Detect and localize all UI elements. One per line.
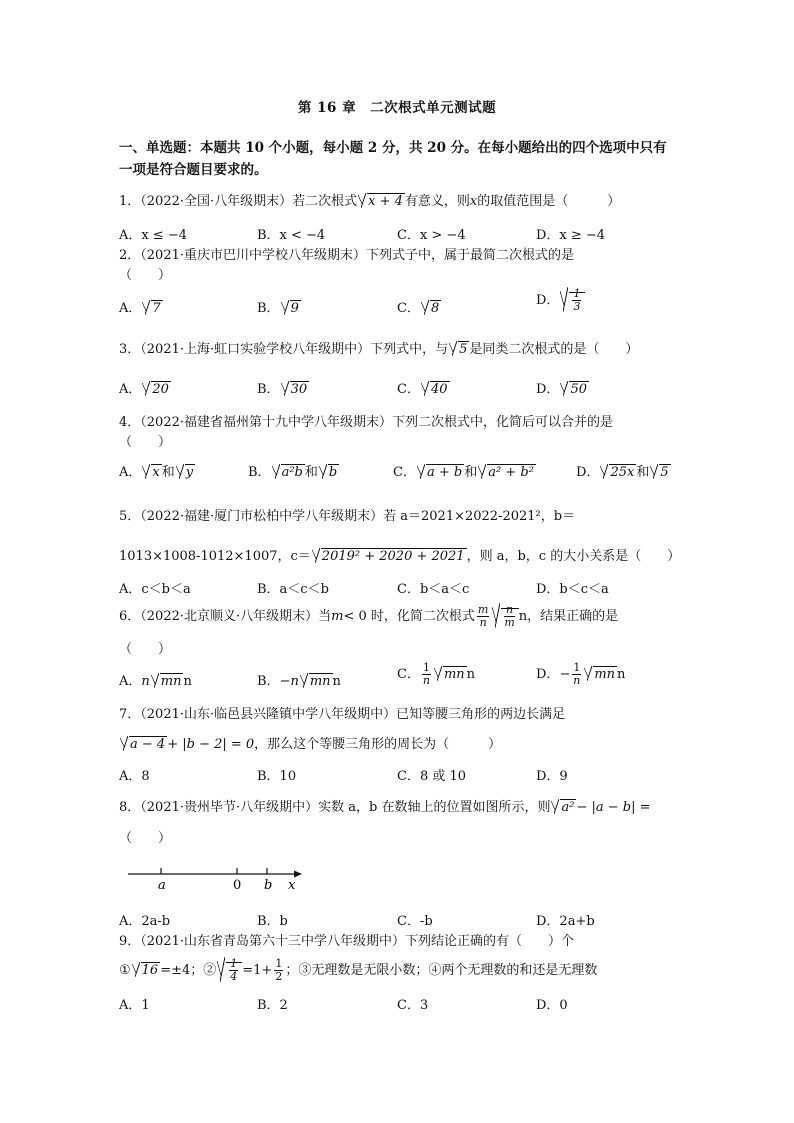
question-7-stem-2: a − 4 + |b − 2| = 0，那么这个等腰三角形的周长为（ ） (119, 733, 501, 752)
question-1-option-b[interactable]: B．x < −4 (257, 228, 326, 243)
question-2-option-b[interactable]: B． 9 (257, 301, 299, 316)
question-2-option-d[interactable]: D． $\frac{1}{3}$ (536, 288, 585, 313)
question-4-option-d[interactable]: D． 25x 和 5 (576, 465, 669, 480)
question-7-option-d[interactable]: D．9 (536, 769, 568, 784)
question-8-stem-bracket: （ ） (119, 831, 172, 846)
question-5-stem: 5．（2022·福建·厦门市松柏中学八年级期末）若 a＝2021×2022-2021²，b＝ (119, 509, 576, 524)
question-2-stem: 2．（2021·重庆市巴川中学校八年级期末）下列式子中，属于最简二次根式的是 (119, 248, 574, 263)
section-heading-line-2: 一项是符合题目要求的。 (119, 162, 268, 178)
section-heading (119, 137, 679, 181)
question-7-option-c[interactable]: C．8 或 10 (397, 769, 467, 784)
question-9-stem: 9．（2021·山东省青岛第六十三中学八年级期中）下列结论正确的有（ ）个 (119, 934, 574, 949)
question-5-option-a[interactable]: A．c＜b＜a (119, 582, 191, 597)
number-line-diagram (126, 862, 316, 896)
question-5-option-d[interactable]: D．b＜c＜a (536, 582, 609, 597)
question-6-option-a[interactable]: A．n mn n (119, 674, 192, 689)
question-3-option-a[interactable]: A． 20 (119, 382, 169, 397)
axis-label-x: x (288, 878, 296, 893)
question-6-stem-bracket: （ ） (119, 642, 172, 657)
question-6-option-d[interactable]: D．− $\frac{1}{n}$ mn n (536, 661, 626, 687)
axis-label-b: b (264, 878, 273, 893)
question-7-option-a[interactable]: A．8 (119, 769, 150, 784)
question-4-stem-bracket: （ ） (119, 435, 172, 450)
question-8-stem: 8．（2021·贵州毕节·八年级期中）实数 a，b 在数轴上的位置如图所示，则 a² − |a − b| = (119, 800, 651, 815)
question-3-option-b[interactable]: B． 30 (257, 382, 308, 397)
question-5-stem-2: 1013×1008-1012×1007，c＝ 2019² + 2020 + 2021 ，则 a，b，c 的大小关系是（ ） (119, 549, 681, 564)
question-6-option-b[interactable]: B．−n mn n (257, 674, 341, 689)
question-7-option-b[interactable]: B．10 (257, 769, 297, 784)
number-line-arrow (294, 871, 302, 878)
question-2-option-c[interactable]: C． 8 (397, 301, 440, 316)
question-3-option-d[interactable]: D． 50 (536, 382, 587, 397)
question-1-option-d[interactable]: D．x ≥ −4 (536, 228, 606, 243)
question-1-stem: 1．（2022·全国·八年级期末）若二次根式 x + 4 有意义，则x的取值范围是（ ） (119, 194, 621, 209)
question-9-option-d[interactable]: D．0 (536, 998, 568, 1013)
question-9-option-b[interactable]: B．2 (257, 998, 288, 1013)
page-title: 第 16 章 二次根式单元测试题 (297, 100, 497, 116)
question-9-statements: ① 16 =±4；② $\frac{1}{4}$ =1+ $\frac{1}{2}$ ；③无理数是无限小数；④两个无理数的和还是无理数 (119, 957, 598, 983)
question-4-option-a[interactable]: A． x 和 y (119, 465, 194, 480)
question-9-option-c[interactable]: C．3 (397, 998, 429, 1013)
question-4-option-c[interactable]: C． a + b 和 a² + b² (393, 465, 534, 480)
question-1-option-a[interactable]: A．x ≤ −4 (119, 228, 188, 243)
radical: x + 4 (358, 194, 405, 209)
question-1-option-c[interactable]: C．x > −4 (397, 228, 466, 243)
question-5-option-b[interactable]: B．a＜c＜b (257, 582, 329, 597)
question-5-option-c[interactable]: C．b＜a＜c (397, 582, 470, 597)
question-8-option-a[interactable]: A．2a-b (119, 914, 171, 929)
axis-label-zero: 0 (233, 878, 242, 893)
question-3-stem: 3．（2021·上海·虹口实验学校八年级期中）下列式中，与 5 是同类二次根式的是（ ） (119, 342, 639, 357)
question-6-stem: 6．（2022·北京顺义·八年级期末）当m< 0 时，化简二次根式 $\frac{m}{n}$ $\frac{n}{m}$ n，结果正确的是 (119, 603, 619, 629)
question-7-stem: 7．（2021·山东·临邑县兴隆镇中学八年级期中）已知等腰三角形的两边长满足 (119, 707, 566, 722)
question-8-option-d[interactable]: D．2a+b (536, 914, 595, 929)
question-8-option-c[interactable]: C．-b (397, 914, 433, 929)
question-2-option-a[interactable]: A． 7 (119, 301, 161, 316)
question-4-stem: 4．（2022·福建省福州第十九中学八年级期末）下列二次根式中，化简后可以合并的是 (119, 415, 613, 430)
question-8-option-b[interactable]: B．b (257, 914, 288, 929)
question-2-stem-bracket: （ ） (119, 268, 172, 283)
question-6-option-c[interactable]: C． $\frac{1}{n}$ mn n (397, 661, 476, 687)
question-3-option-c[interactable]: C． 40 (397, 382, 448, 397)
question-9-option-a[interactable]: A．1 (119, 998, 150, 1013)
section-heading-line-1: 一、单选题：本题共 10 个小题，每小题 2 分，共 20 分。在每小题给出的四个选项中只有 (119, 140, 667, 156)
axis-label-a: a (158, 878, 166, 893)
question-4-option-b[interactable]: B． a²b 和 b (248, 465, 338, 480)
